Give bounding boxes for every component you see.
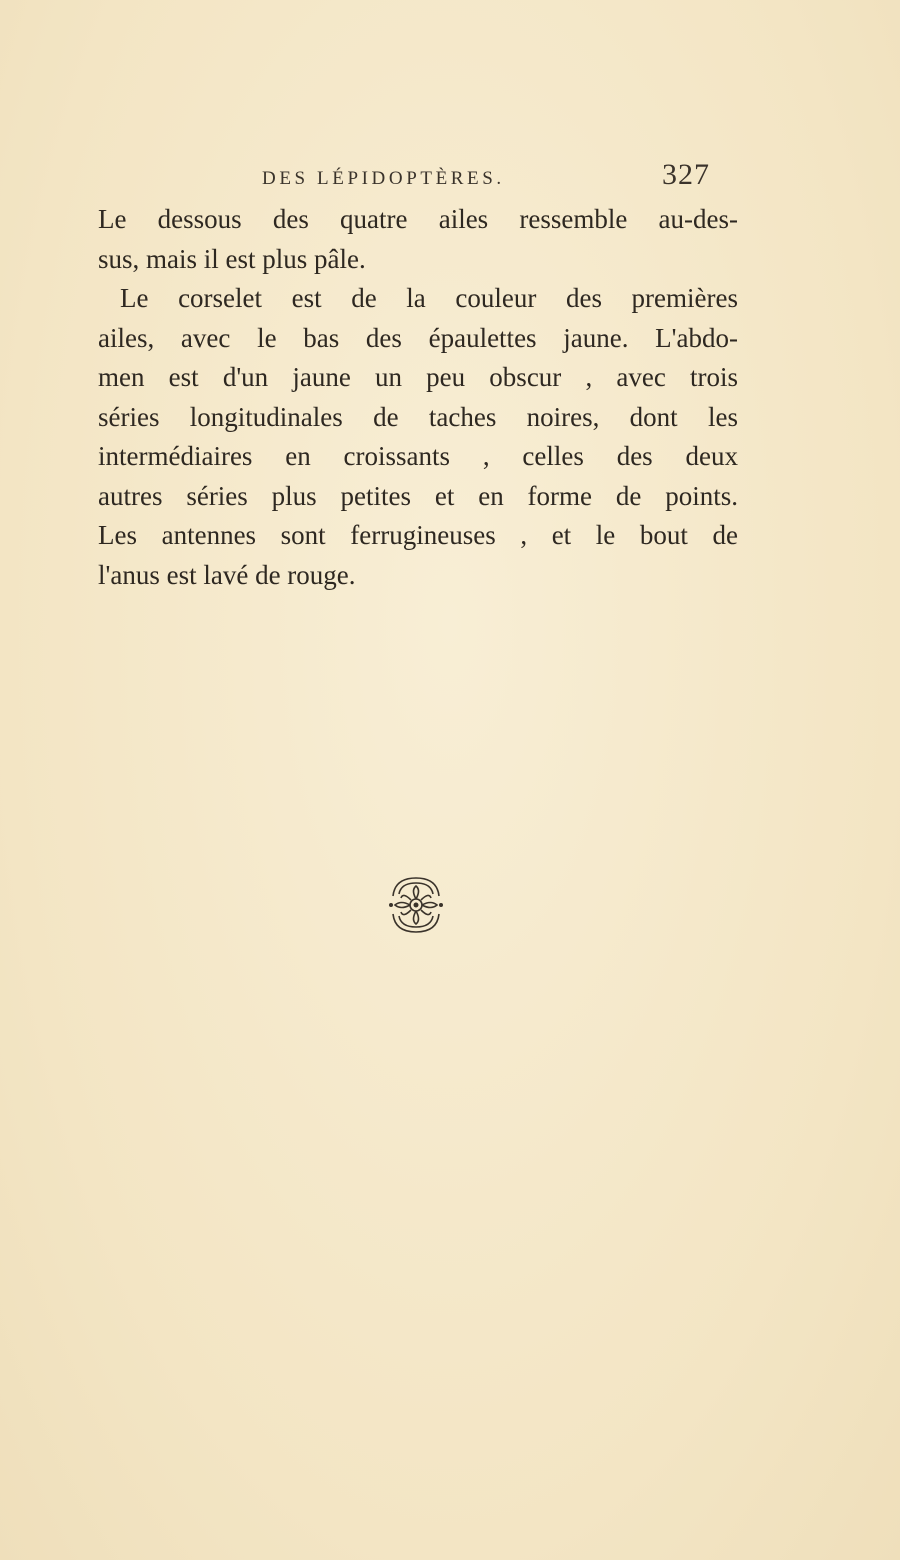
text-line: men est d'un jaune un peu obscur , avec trois [98,362,738,392]
text-line: Les antennes sont ferrugineuses , et le bout de [98,520,738,550]
page-number: 327 [662,158,710,191]
fleuron-ornament-icon [383,872,449,938]
running-title: DES LÉPIDOPTÈRES. [262,168,505,189]
running-head [262,158,710,198]
text-line: intermédiaires en croissants , celles des deux [98,441,738,471]
text-line: séries longitudinales de taches noires, dont les [98,401,738,432]
text-line: autres séries plus petites et en forme de points. [98,480,738,511]
text-line: sus, mais il est plus pâle. [98,243,366,274]
text-line: Le dessous des quatre ailes ressemble au-des- [98,204,738,234]
body-text [98,200,738,595]
text-line: l'anus est lavé de rouge. [98,559,356,590]
text-line: Le corselet est de la couleur des premières [120,283,738,313]
text-line: ailes, avec le bas des épaulettes jaune. L'abdo- [98,322,738,353]
